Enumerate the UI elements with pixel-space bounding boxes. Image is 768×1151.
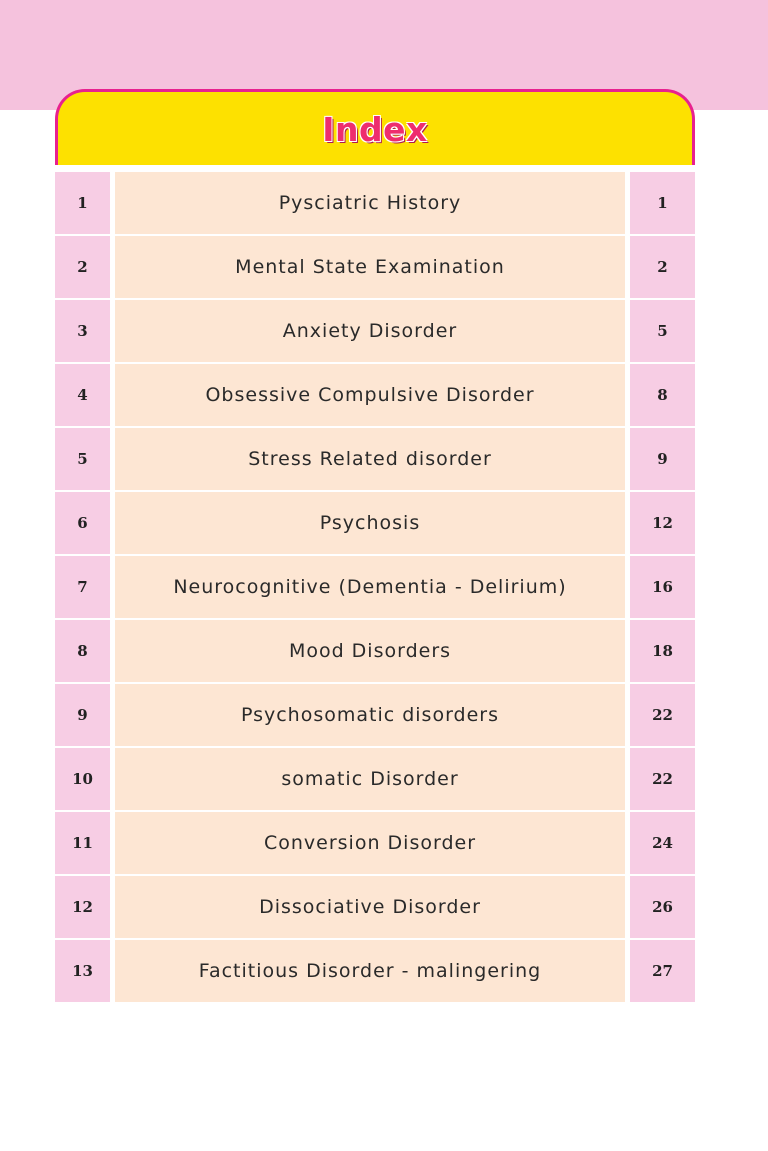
row-number: 6 bbox=[55, 492, 110, 554]
chapter-title[interactable]: Pysciatric History bbox=[115, 172, 625, 234]
index-row[interactable] bbox=[55, 620, 695, 684]
row-number: 3 bbox=[55, 300, 110, 362]
page-number: 16 bbox=[630, 556, 695, 618]
chapter-title[interactable]: somatic Disorder bbox=[115, 748, 625, 810]
page-number: 22 bbox=[630, 684, 695, 746]
row-number: 2 bbox=[55, 236, 110, 298]
page-number: 8 bbox=[630, 364, 695, 426]
row-number: 4 bbox=[55, 364, 110, 426]
index-row[interactable] bbox=[55, 236, 695, 300]
page-number: 26 bbox=[630, 876, 695, 938]
page-number: 27 bbox=[630, 940, 695, 1002]
chapter-title[interactable]: Obsessive Compulsive Disorder bbox=[115, 364, 625, 426]
chapter-title[interactable]: Factitious Disorder - malingering bbox=[115, 940, 625, 1002]
page-number: 12 bbox=[630, 492, 695, 554]
row-number: 7 bbox=[55, 556, 110, 618]
index-row[interactable] bbox=[55, 812, 695, 876]
index-row[interactable] bbox=[55, 364, 695, 428]
index-row[interactable] bbox=[55, 684, 695, 748]
chapter-title[interactable]: Neurocognitive (Dementia - Delirium) bbox=[115, 556, 625, 618]
index-row[interactable] bbox=[55, 428, 695, 492]
page-number: 9 bbox=[630, 428, 695, 490]
row-number: 13 bbox=[55, 940, 110, 1002]
page-title: Index bbox=[322, 110, 428, 149]
page-number: 18 bbox=[630, 620, 695, 682]
chapter-title[interactable]: Mood Disorders bbox=[115, 620, 625, 682]
page-number: 1 bbox=[630, 172, 695, 234]
chapter-title[interactable]: Conversion Disorder bbox=[115, 812, 625, 874]
page-number: 24 bbox=[630, 812, 695, 874]
chapter-title[interactable]: Anxiety Disorder bbox=[115, 300, 625, 362]
chapter-title[interactable]: Psychosomatic disorders bbox=[115, 684, 625, 746]
index-row[interactable] bbox=[55, 940, 695, 1002]
chapter-title[interactable]: Psychosis bbox=[115, 492, 625, 554]
row-number: 8 bbox=[55, 620, 110, 682]
chapter-title[interactable]: Dissociative Disorder bbox=[115, 876, 625, 938]
index-header bbox=[55, 89, 695, 165]
row-number: 10 bbox=[55, 748, 110, 810]
index-table bbox=[55, 172, 695, 1002]
index-row[interactable] bbox=[55, 172, 695, 236]
index-row[interactable] bbox=[55, 748, 695, 812]
row-number: 9 bbox=[55, 684, 110, 746]
page-number: 2 bbox=[630, 236, 695, 298]
page-number: 22 bbox=[630, 748, 695, 810]
chapter-title[interactable]: Mental State Examination bbox=[115, 236, 625, 298]
page-number: 5 bbox=[630, 300, 695, 362]
chapter-title[interactable]: Stress Related disorder bbox=[115, 428, 625, 490]
index-row[interactable] bbox=[55, 876, 695, 940]
row-number: 12 bbox=[55, 876, 110, 938]
index-row[interactable] bbox=[55, 492, 695, 556]
index-row[interactable] bbox=[55, 300, 695, 364]
index-row[interactable] bbox=[55, 556, 695, 620]
row-number: 5 bbox=[55, 428, 110, 490]
row-number: 11 bbox=[55, 812, 110, 874]
row-number: 1 bbox=[55, 172, 110, 234]
